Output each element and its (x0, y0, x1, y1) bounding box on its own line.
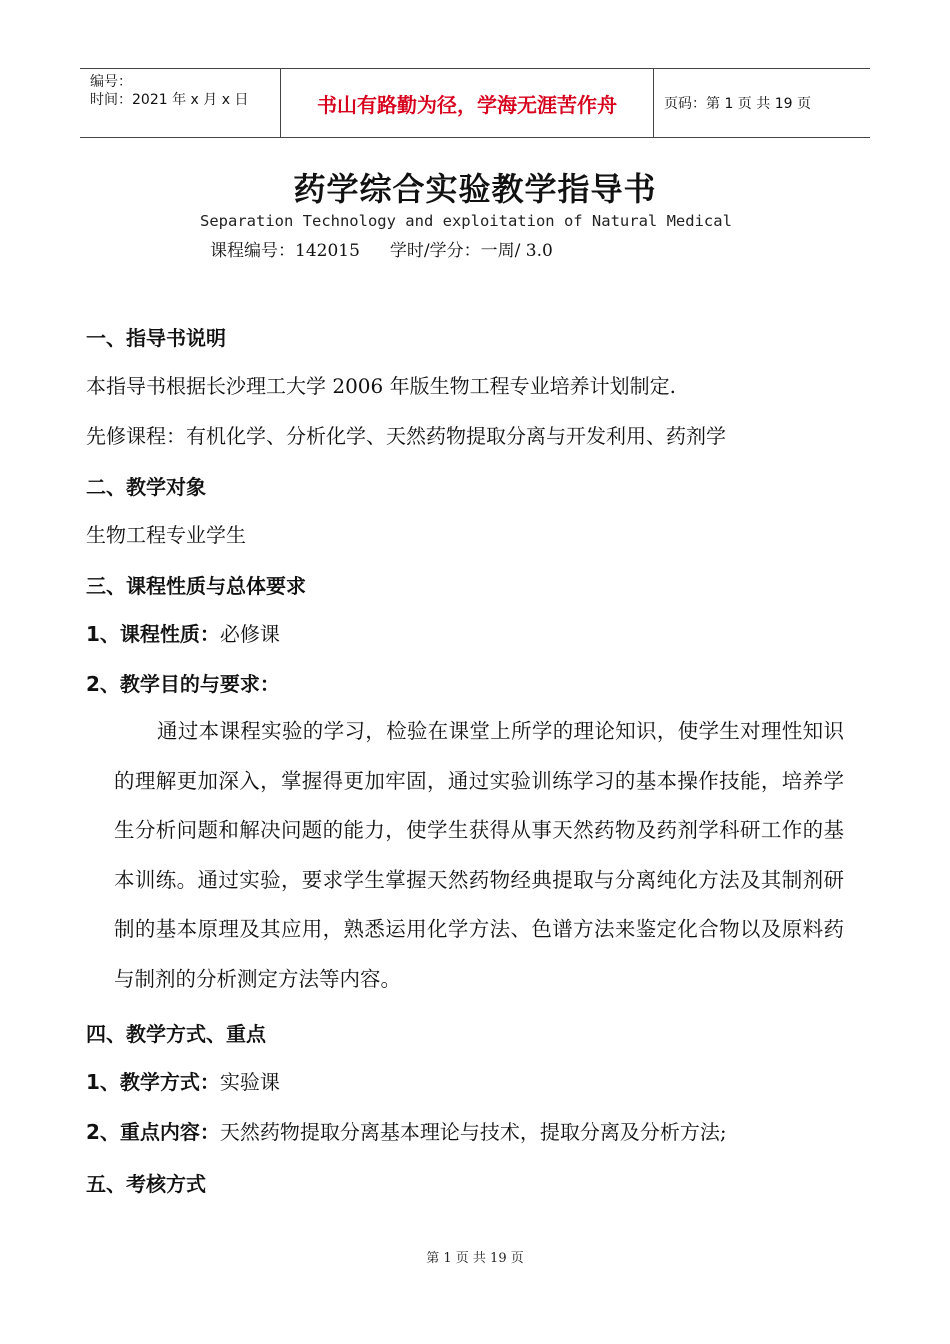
section-1-line-1: 本指导书根据长沙理工大学 2006 年版生物工程专业培养计划制定. (86, 374, 676, 398)
key-content-value: 天然药物提取分离基本理论与技术，提取分离及分析方法; (219, 1120, 727, 1144)
teaching-objectives-paragraph: 通过本课程实验的学习，检验在课堂上所学的理论知识，使学生对理性知识的理解更加深入，掌握得更加牢固，通过实验训练学习的基本操作技能，培养学生分析问题和解决问题的能力，使学生获得从事天然药物及药剂学科研工作的基本训练。通过实验，要求学生掌握天然药物经典提取与分离纯化方法及其制剂研制的基本原理及其应用，熟悉运用化学方法、色谱方法来鉴定化合物以及原料药与制剂的分析测定方法等内容。 (114, 719, 844, 991)
section-3-item-2: 2、教学目的与要求： (86, 672, 280, 696)
section-1-heading: 一、指导书说明 (86, 326, 226, 350)
document-title: 药学综合实验教学指导书 (293, 170, 657, 208)
header-motto: 书山有路勤为径，学海无涯苦作舟 (281, 69, 654, 137)
course-info (210, 236, 553, 261)
key-content-label: 2、重点内容： (86, 1120, 220, 1144)
teaching-method-value: 实验课 (219, 1070, 280, 1094)
section-3-item-1 (86, 618, 280, 647)
course-code: 课程编号：142015 (210, 241, 360, 261)
teaching-method-label: 1、教学方式： (86, 1070, 220, 1094)
document-date: 时间：2021 年 x 月 x 日 (90, 92, 249, 108)
section-1-line-2: 先修课程：有机化学、分析化学、天然药物提取分离与开发利用、药剂学 (86, 424, 726, 448)
header-meta (80, 69, 281, 137)
course-nature-label: 1、课程性质： (86, 622, 220, 646)
section-3-heading: 三、课程性质与总体要求 (86, 574, 306, 598)
course-nature-value: 必修课 (219, 622, 280, 646)
header-page-info: 页码：第 1 页 共 19 页 (664, 96, 811, 112)
section-4-item-2 (86, 1116, 727, 1145)
section-5-heading: 五、考核方式 (86, 1172, 206, 1196)
section-4-item-1 (86, 1066, 280, 1095)
section-2-line-1: 生物工程专业学生 (86, 523, 246, 547)
page-footer: 第 1 页 共 19 页 (426, 1251, 524, 1266)
course-credit: 学时/学分：一周/ 3.0 (389, 241, 553, 261)
section-4-heading: 四、教学方式、重点 (86, 1022, 266, 1046)
document-subtitle: Separation Technology and exploitation of Natural Medical (200, 212, 732, 230)
section-2-heading: 二、教学对象 (86, 475, 206, 499)
document-number-label: 编号： (90, 74, 132, 90)
header-table (80, 68, 870, 138)
